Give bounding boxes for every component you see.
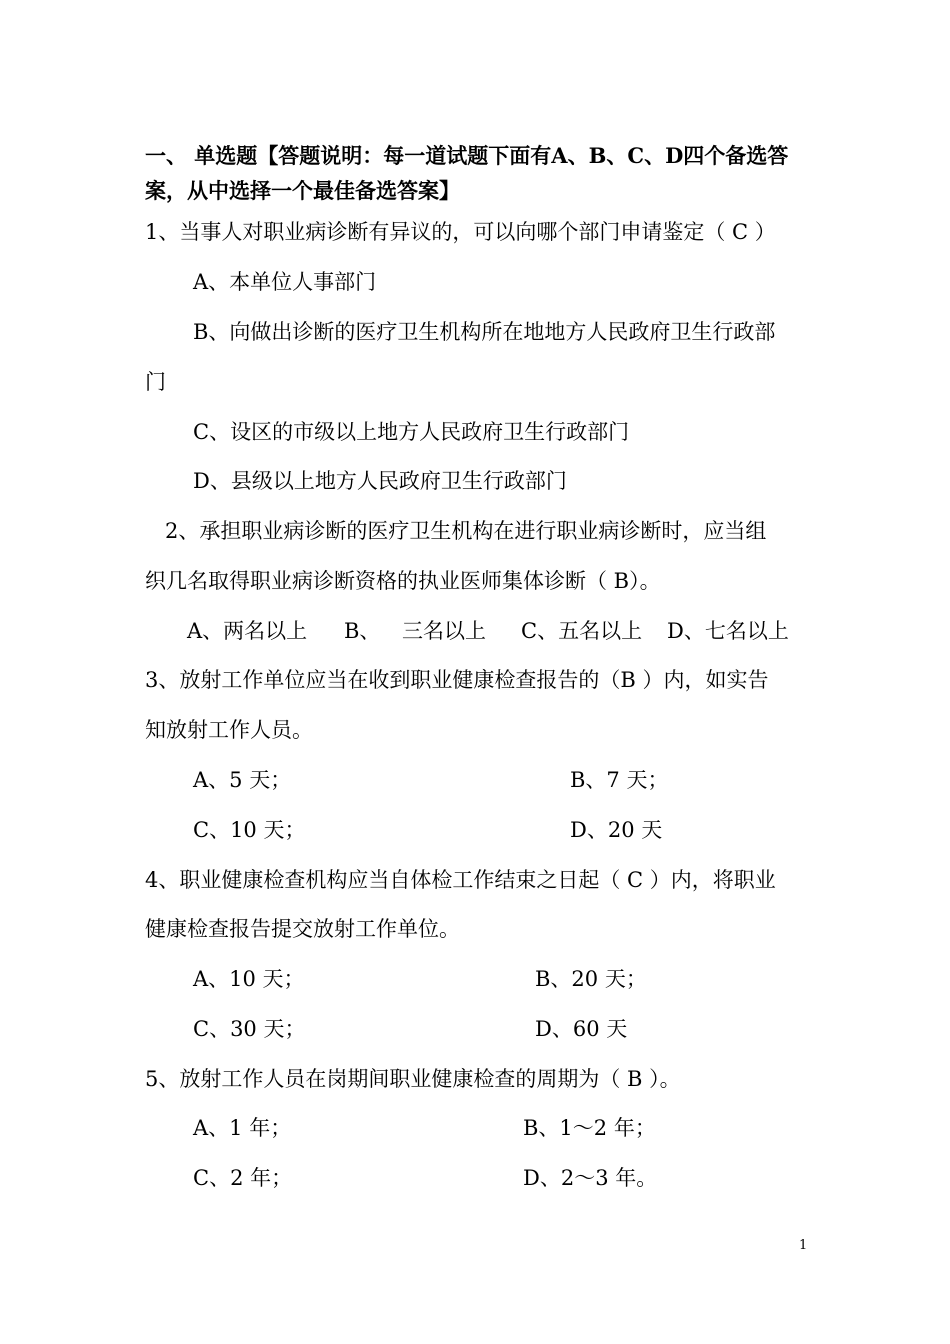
page-number: 1: [799, 1238, 808, 1253]
question-5-stem: 5、放射工作人员在岗期间职业健康检查的周期为（ B ）。: [145, 1067, 681, 1091]
question-1-option-a: A、本单位人事部门: [193, 270, 377, 294]
question-4-option-a: A、10 天；: [193, 967, 305, 991]
question-5-option-b: B、1～2 年；: [523, 1116, 656, 1140]
question-3-stem-line1: 3、放射工作单位应当在收到职业健康检查报告的（B ）内，如实告: [145, 668, 769, 692]
question-4-option-d: D、60 天: [535, 1017, 628, 1041]
question-5-option-c: C、2 年；: [193, 1166, 293, 1190]
question-4-stem-line1: 4、职业健康检查机构应当自体检工作结束之日起（ C ）内，将职业: [145, 868, 776, 892]
question-1-option-c: C、设区的市级以上地方人民政府卫生行政部门: [193, 420, 630, 444]
question-1-option-b-continued: 门: [145, 370, 166, 394]
question-5-option-a: A、1 年；: [193, 1116, 292, 1140]
question-3-stem-line2: 知放射工作人员。: [145, 718, 313, 742]
question-2-stem-line1: 2、承担职业病诊断的医疗卫生机构在进行职业病诊断时，应当组: [165, 519, 767, 543]
question-3-option-c: C、10 天；: [193, 818, 306, 842]
question-3-option-b: B、7 天；: [570, 768, 669, 792]
question-4-option-c: C、30 天；: [193, 1017, 306, 1041]
question-3-option-a: A、5 天；: [193, 768, 292, 792]
question-2-option-c: C、五名以上: [521, 619, 643, 643]
section-heading-line1: 一、 单选题【答题说明：每一道试题下面有A、B、C、D四个备选答: [145, 143, 789, 168]
question-4-stem-line2: 健康检查报告提交放射工作单位。: [145, 917, 460, 941]
question-2-stem-line2: 织几名取得职业病诊断资格的执业医师集体诊断（ B）。: [145, 569, 661, 593]
question-1-option-b: B、向做出诊断的医疗卫生机构所在地地方人民政府卫生行政部: [193, 320, 776, 344]
question-1-stem: 1、当事人对职业病诊断有异议的，可以向哪个部门申请鉴定（ C ）: [145, 220, 776, 244]
question-2-option-d: D、七名以上: [667, 619, 789, 643]
question-3-option-d: D、20 天: [570, 818, 663, 842]
question-5-option-d: D、2～3 年。: [523, 1166, 658, 1190]
question-2-option-b-text: 三名以上: [402, 619, 486, 643]
question-1-option-d: D、县级以上地方人民政府卫生行政部门: [193, 469, 567, 493]
section-heading-line2: 案，从中选择一个最佳备选答案】: [145, 178, 460, 203]
question-2-option-a: A、两名以上: [187, 619, 308, 643]
question-2-option-b-label: B、: [344, 619, 381, 643]
question-4-option-b: B、20 天；: [535, 967, 647, 991]
